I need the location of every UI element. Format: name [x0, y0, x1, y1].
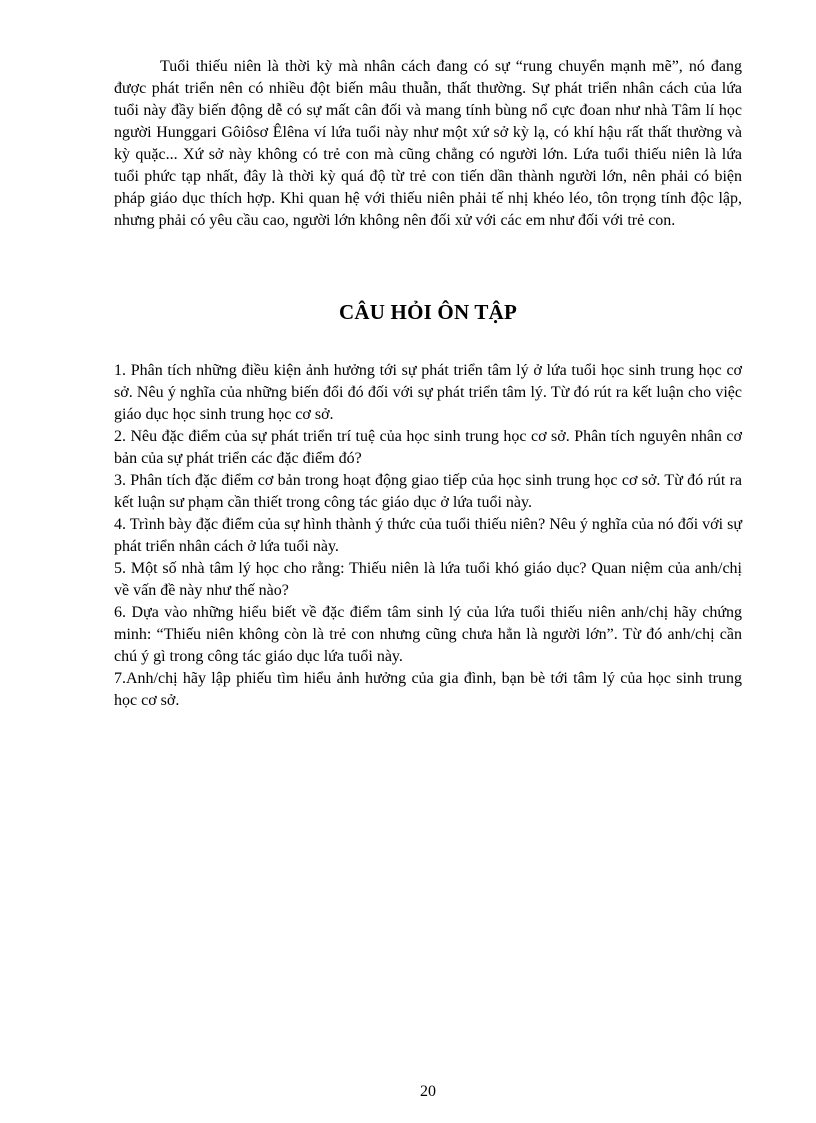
review-question-1: 1. Phân tích những điều kiện ảnh hưởng tới sự phát triển tâm lý ở lứa tuổi học sinh trung học cơ sở. Nêu ý nghĩa của những biến đổi đó đối với sự phát triển tâm lý. Từ đó rút ra kết luận cho việc giáo dục học sinh trung học cơ sở.: [114, 362, 742, 423]
review-questions-list: [114, 360, 742, 712]
review-question-5: 5. Một số nhà tâm lý học cho rằng: Thiếu niên là lứa tuổi khó giáo dục? Quan niệm của anh/chị về vấn đề này như thế nào?: [114, 560, 742, 599]
review-question-3: 3. Phân tích đặc điểm cơ bản trong hoạt động giao tiếp của học sinh trung học cơ sở. Từ đó rút ra kết luận sư phạm cần thiết trong công tác giáo dục ở lứa tuổi này.: [114, 472, 742, 511]
section-heading: CÂU HỎI ÔN TẬP: [338, 300, 517, 324]
review-question-2: 2. Nêu đặc điểm của sự phát triển trí tuệ của học sinh trung học cơ sở. Phân tích nguyên nhân cơ bản của sự phát triển các đặc điểm đó?: [114, 428, 742, 467]
page-number: 20: [420, 1083, 436, 1100]
review-question-6: 6. Dựa vào những hiểu biết về đặc điểm tâm sinh lý của lứa tuổi thiếu niên anh/chị hãy chứng minh: “Thiếu niên không còn là trẻ con nhưng cũng chưa hẳn là người lớn”. Từ đó anh/chị cần chú ý gì trong công tác giáo dục lứa tuổi này.: [114, 604, 742, 665]
review-question-4: 4. Trình bày đặc điểm của sự hình thành ý thức của tuổi thiếu niên? Nêu ý nghĩa của nó đối với sự phát triển nhân cách ở lứa tuổi này.: [114, 516, 742, 555]
review-question-7: 7.Anh/chị hãy lập phiếu tìm hiểu ảnh hưởng của gia đình, bạn bè tới tâm lý của học sinh trung học cơ sở.: [114, 670, 742, 709]
intro-paragraph: Tuổi thiếu niên là thời kỳ mà nhân cách đang có sự “rung chuyển mạnh mẽ”, nó đang được phát triển nên có nhiều đột biến mâu thuẫn, thất thường. Sự phát triển nhân cách của lứa tuổi này đầy biến động dễ có sự mất cân đối và mang tính bùng nổ cực đoan như nhà Tâm lí học người Hunggari Gôiôsơ Êlêna ví lứa tuổi này như một xứ sở kỳ lạ, có khí hậu rất thất thường và kỳ quặc... Xứ sở này không có trẻ con mà cũng chẳng có người lớn. Lứa tuổi thiếu niên là lứa tuổi phức tạp nhất, đây là thời kỳ quá độ từ trẻ con tiến dần thành người lớn, nên phải có biện pháp giáo dục thích hợp. Khi quan hệ với thiếu niên phải tế nhị khéo léo, tôn trọng tính độc lập, nhưng phải có yêu cầu cao, người lớn không nên đối xử với các em như đối với trẻ con.: [114, 58, 742, 229]
